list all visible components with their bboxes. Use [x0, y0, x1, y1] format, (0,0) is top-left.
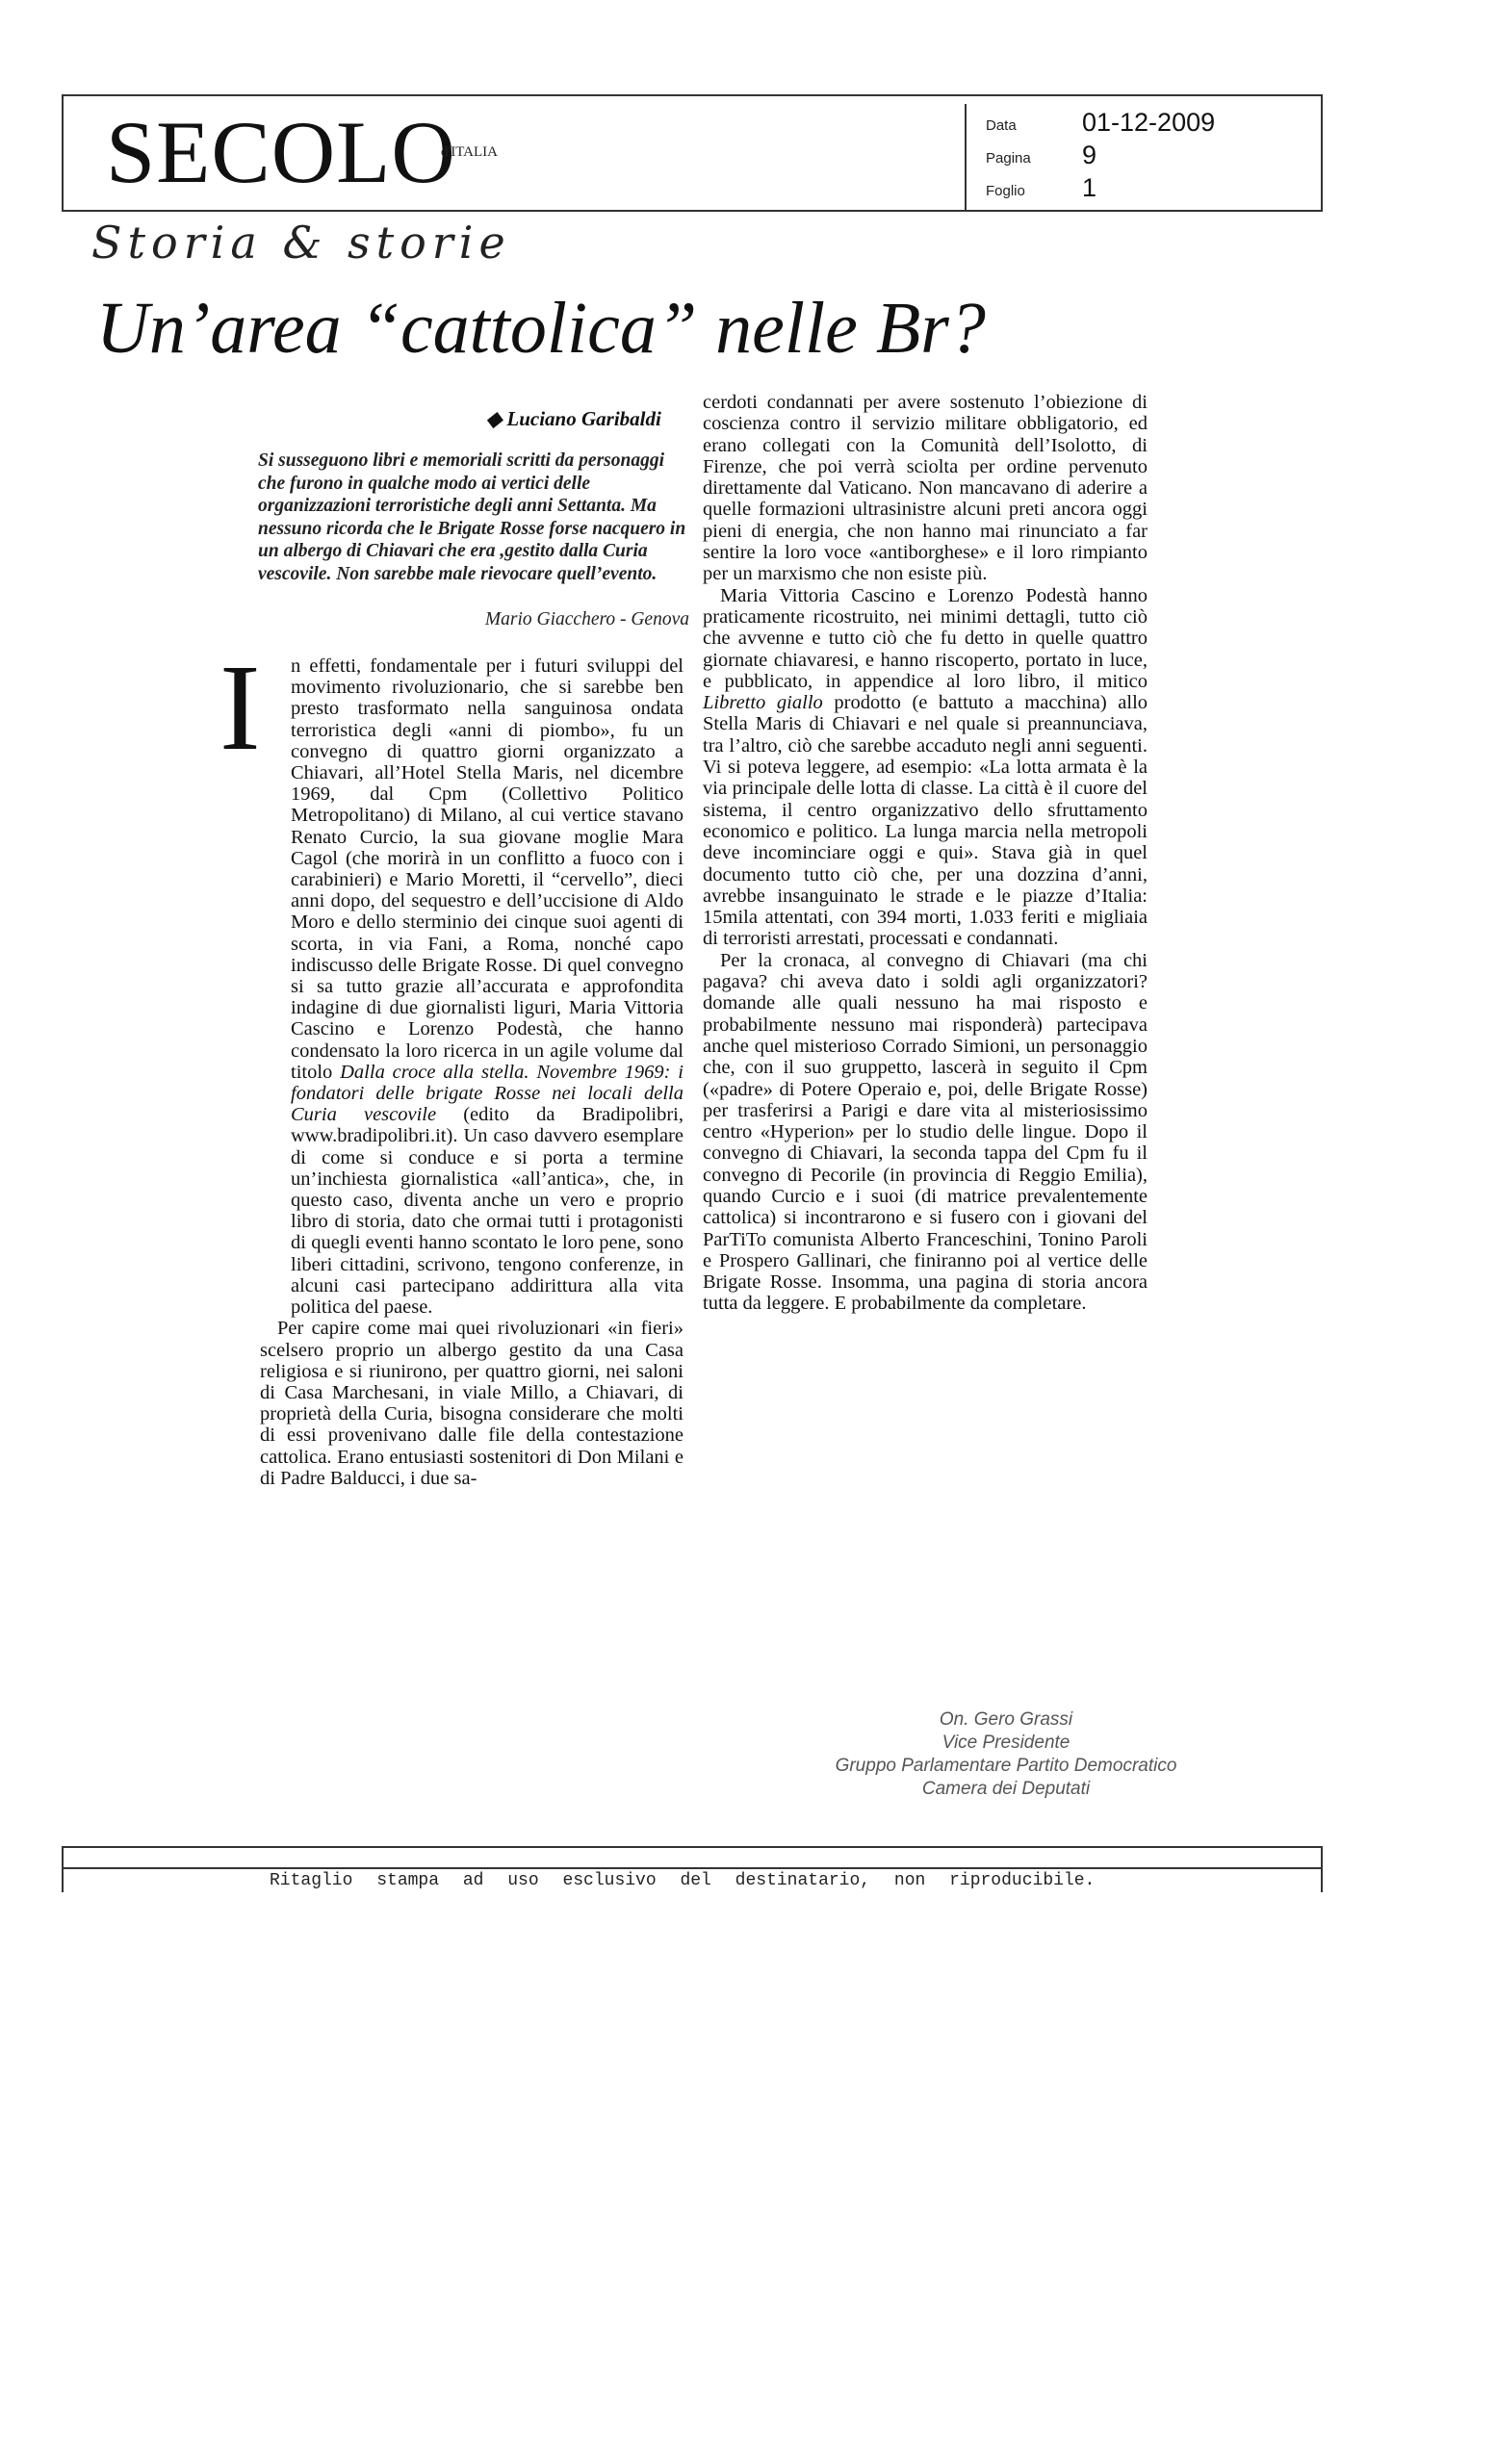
footer-divider: [62, 1867, 1323, 1869]
article-paragraph: [260, 655, 684, 1318]
article-text: prodotto (e battuto a macchina) allo Stella Maris di Chiavari e nel quale si preannunciava, tra l’altro, ciò che sarebbe accaduto negli anni seguenti. Vi si poteva leggere, ad esempio: «La lotta armata è la via principale delle lotta di classe. La città è il cuore del sistema, il centro organizzativo dello sfruttamento economico e politico. La lunga marcia nella metropoli deve incominciare oggi e qui». Stava già in quel documento tutto ciò che, per una dozzina d’anni, avrebbe insanguinato le strade e le piazze d’Italia: 15mila attentati, con 394 morti, 1.033 feriti e migliaia di terroristi arrestati, processati e condannati.: [703, 692, 1148, 950]
meta-date-label: Data: [986, 117, 1017, 134]
article-column-left: [260, 655, 684, 1489]
article-text: n effetti, fondamentale per i futuri sviluppi del movimento rivoluzionario, che si sarebbe ben presto trasformato nella sanguinosa ondata terroristica degli «anni di piombo», fu un convegno di quattro giorni organizzato a Chiavari, all’Hotel Stella Maris, nel dicembre 1969, dal Cpm (Collettivo Politico Metropolitano) di Milano, al cui vertice stavano Renato Curcio, la sua giovane moglie Mara Cagol (che morirà in un conflitto a fuoco con i carabinieri) e Mario Moretti, il “cervello”, dieci anni dopo, del sequestro e dell’uccisione di Aldo Moro e dello sterminio dei cinque suoi agenti di scorta, in via Fani, a Roma, nonché capo indiscusso delle Brigate Rosse. Di quel convegno si sa tutto grazie all’accurata e approfondita indagine di due giornalisti liguri, Maria Vittoria Cascino e Lorenzo Podestà, che hanno condensato la loro ricerca in un agile volume dal titolo: [291, 655, 684, 1083]
article-paragraph: Per capire come mai quei rivoluzionari «in fieri» scelsero proprio un albergo gestito da una Casa religiosa e si riunirono, per quattro giorni, nei saloni di Casa Marchesani, in viale Millo, a Chiavari, di proprietà della Curia, bisogna considerare che molti di essi provenivano dalle file della contestazione cattolica. Erano entusiasti sostenitori di Don Milani e di Padre Balducci, i due sa-: [260, 1318, 684, 1489]
masthead-subtitle: d'ITALIA: [441, 144, 498, 160]
masthead-logo: SECOLO: [106, 103, 456, 201]
article-column-right: [703, 392, 1148, 1315]
article-paragraph: cerdoti condannati per avere sostenuto l’obiezione di coscienza contro il servizio militare obbligatorio, ed erano collegati con la Comunità dell’Isolotto, di Firenze, che poi verrà sciolta per ordine pervenuto direttamente dal Vaticano. Non mancavano di aderire a quelle formazioni ultrasinistre alcuni preti ancora oggi pieni di energia, che non hanno mai rinunciato a far sentire la loro voce «antiborghese» e il loro rimpianto per un marxismo che non esiste più.: [703, 392, 1148, 585]
article-text: Maria Vittoria Cascino e Lorenzo Podestà hanno praticamente ricostruito, nei minimi dettagli, tutto ciò che avvenne e tutto ciò che fu detto in quelle quattro giornate chiavaresi, e hanno riscoperto, portato in luce, e pubblicato, in appendice al loro libro, il mitico: [703, 584, 1148, 692]
booklet-title: Libretto giallo: [703, 692, 823, 714]
signature-group: Gruppo Parlamentare Partito Democratico: [835, 1756, 1177, 1776]
article-text: (edito da Bradipolibri, www.bradipolibri.it). Un caso davvero esemplare di come si conduce e si porta a termine un’inchiesta giornalistica «all’antica», che, in questo caso, diventa anche un vero e proprio libro di storia, dato che ormai tutti i protagonisti di quegli eventi hanno scontato le loro pene, sono liberi cittadini, scrivono, tengono conferenze, in alcuni casi partecipano addirittura alla vita politica del paese.: [291, 1104, 684, 1319]
book-title: Dalla croce alla stella. Novembre 1969: i fondatori delle brigate Rosse nei locali della Curia vescovile: [291, 1061, 684, 1126]
footer-disclaimer: Ritaglio stampa ad uso esclusivo del destinatario, non riproducibile.: [270, 1871, 1096, 1890]
drop-cap: I: [219, 639, 261, 776]
headline: Un’area “cattolica” nelle Br?: [96, 288, 986, 369]
signature-role: Vice Presidente: [941, 1732, 1070, 1753]
meta-page-value: 9: [1082, 141, 1097, 169]
article-paragraph: [703, 585, 1148, 950]
signature-name: On. Gero Grassi: [939, 1709, 1073, 1730]
meta-sheet-label: Foglio: [986, 183, 1025, 199]
article-paragraph: Per la cronaca, al convegno di Chiavari (ma chi pagava? chi aveva dato i soldi agli organizzatori? domande alle quali nessuno ha mai risposto e probabilmente nessuno mai risponderà) partecipava anche quel misterioso Corrado Simioni, un personaggio che, con il suo gruppetto, lascerà in seguito il Cpm («padre» di Potere Operaio e, poi, delle Brigate Rosse) per trasferirsi a Parigi e dare vita al misteriosissimo centro «Hyperion» per lo studio delle lingue. Dopo il convegno di Chiavari, la seconda tappa del Cpm fu il convegno di Pecorile (in provincia di Reggio Emilia), quando Curcio e i suoi (di matrice prevalentemente cattolica) si incontrarono e si fusero con i giovani del ParTiTo comunista Alberto Franceschini, Tonino Paroli e Prospero Gallinari, che finiranno poi al vertice delle Brigate Rosse. Insomma, una pagina di storia ancora tutta da leggere. E probabilmente da completare.: [703, 949, 1148, 1315]
meta-sheet-value: 1: [1082, 173, 1097, 202]
meta-box: [965, 104, 1325, 212]
reader-letter-signature: Mario Giacchero - Genova: [484, 609, 689, 629]
signature-chamber: Camera dei Deputati: [921, 1779, 1091, 1799]
handwritten-rubric: Storia & storie: [91, 217, 511, 269]
meta-date-value: 01-12-2009: [1082, 108, 1216, 137]
reader-letter: Si susseguono libri e memoriali scritti da personaggi che furono in qualche modo ai vertici delle organizzazioni terroristiche degli anni Settanta. Ma nessuno ricorda che le Brigate Rosse forse nacquero in un albergo di Chiavari che era ,gestito dalla Curia vescovile. Non sarebbe male rievocare quell’evento.: [258, 450, 686, 584]
byline: ◆ Luciano Garibaldi: [486, 407, 661, 430]
meta-page-label: Pagina: [986, 150, 1031, 167]
stamp-signature: [804, 1708, 1208, 1801]
